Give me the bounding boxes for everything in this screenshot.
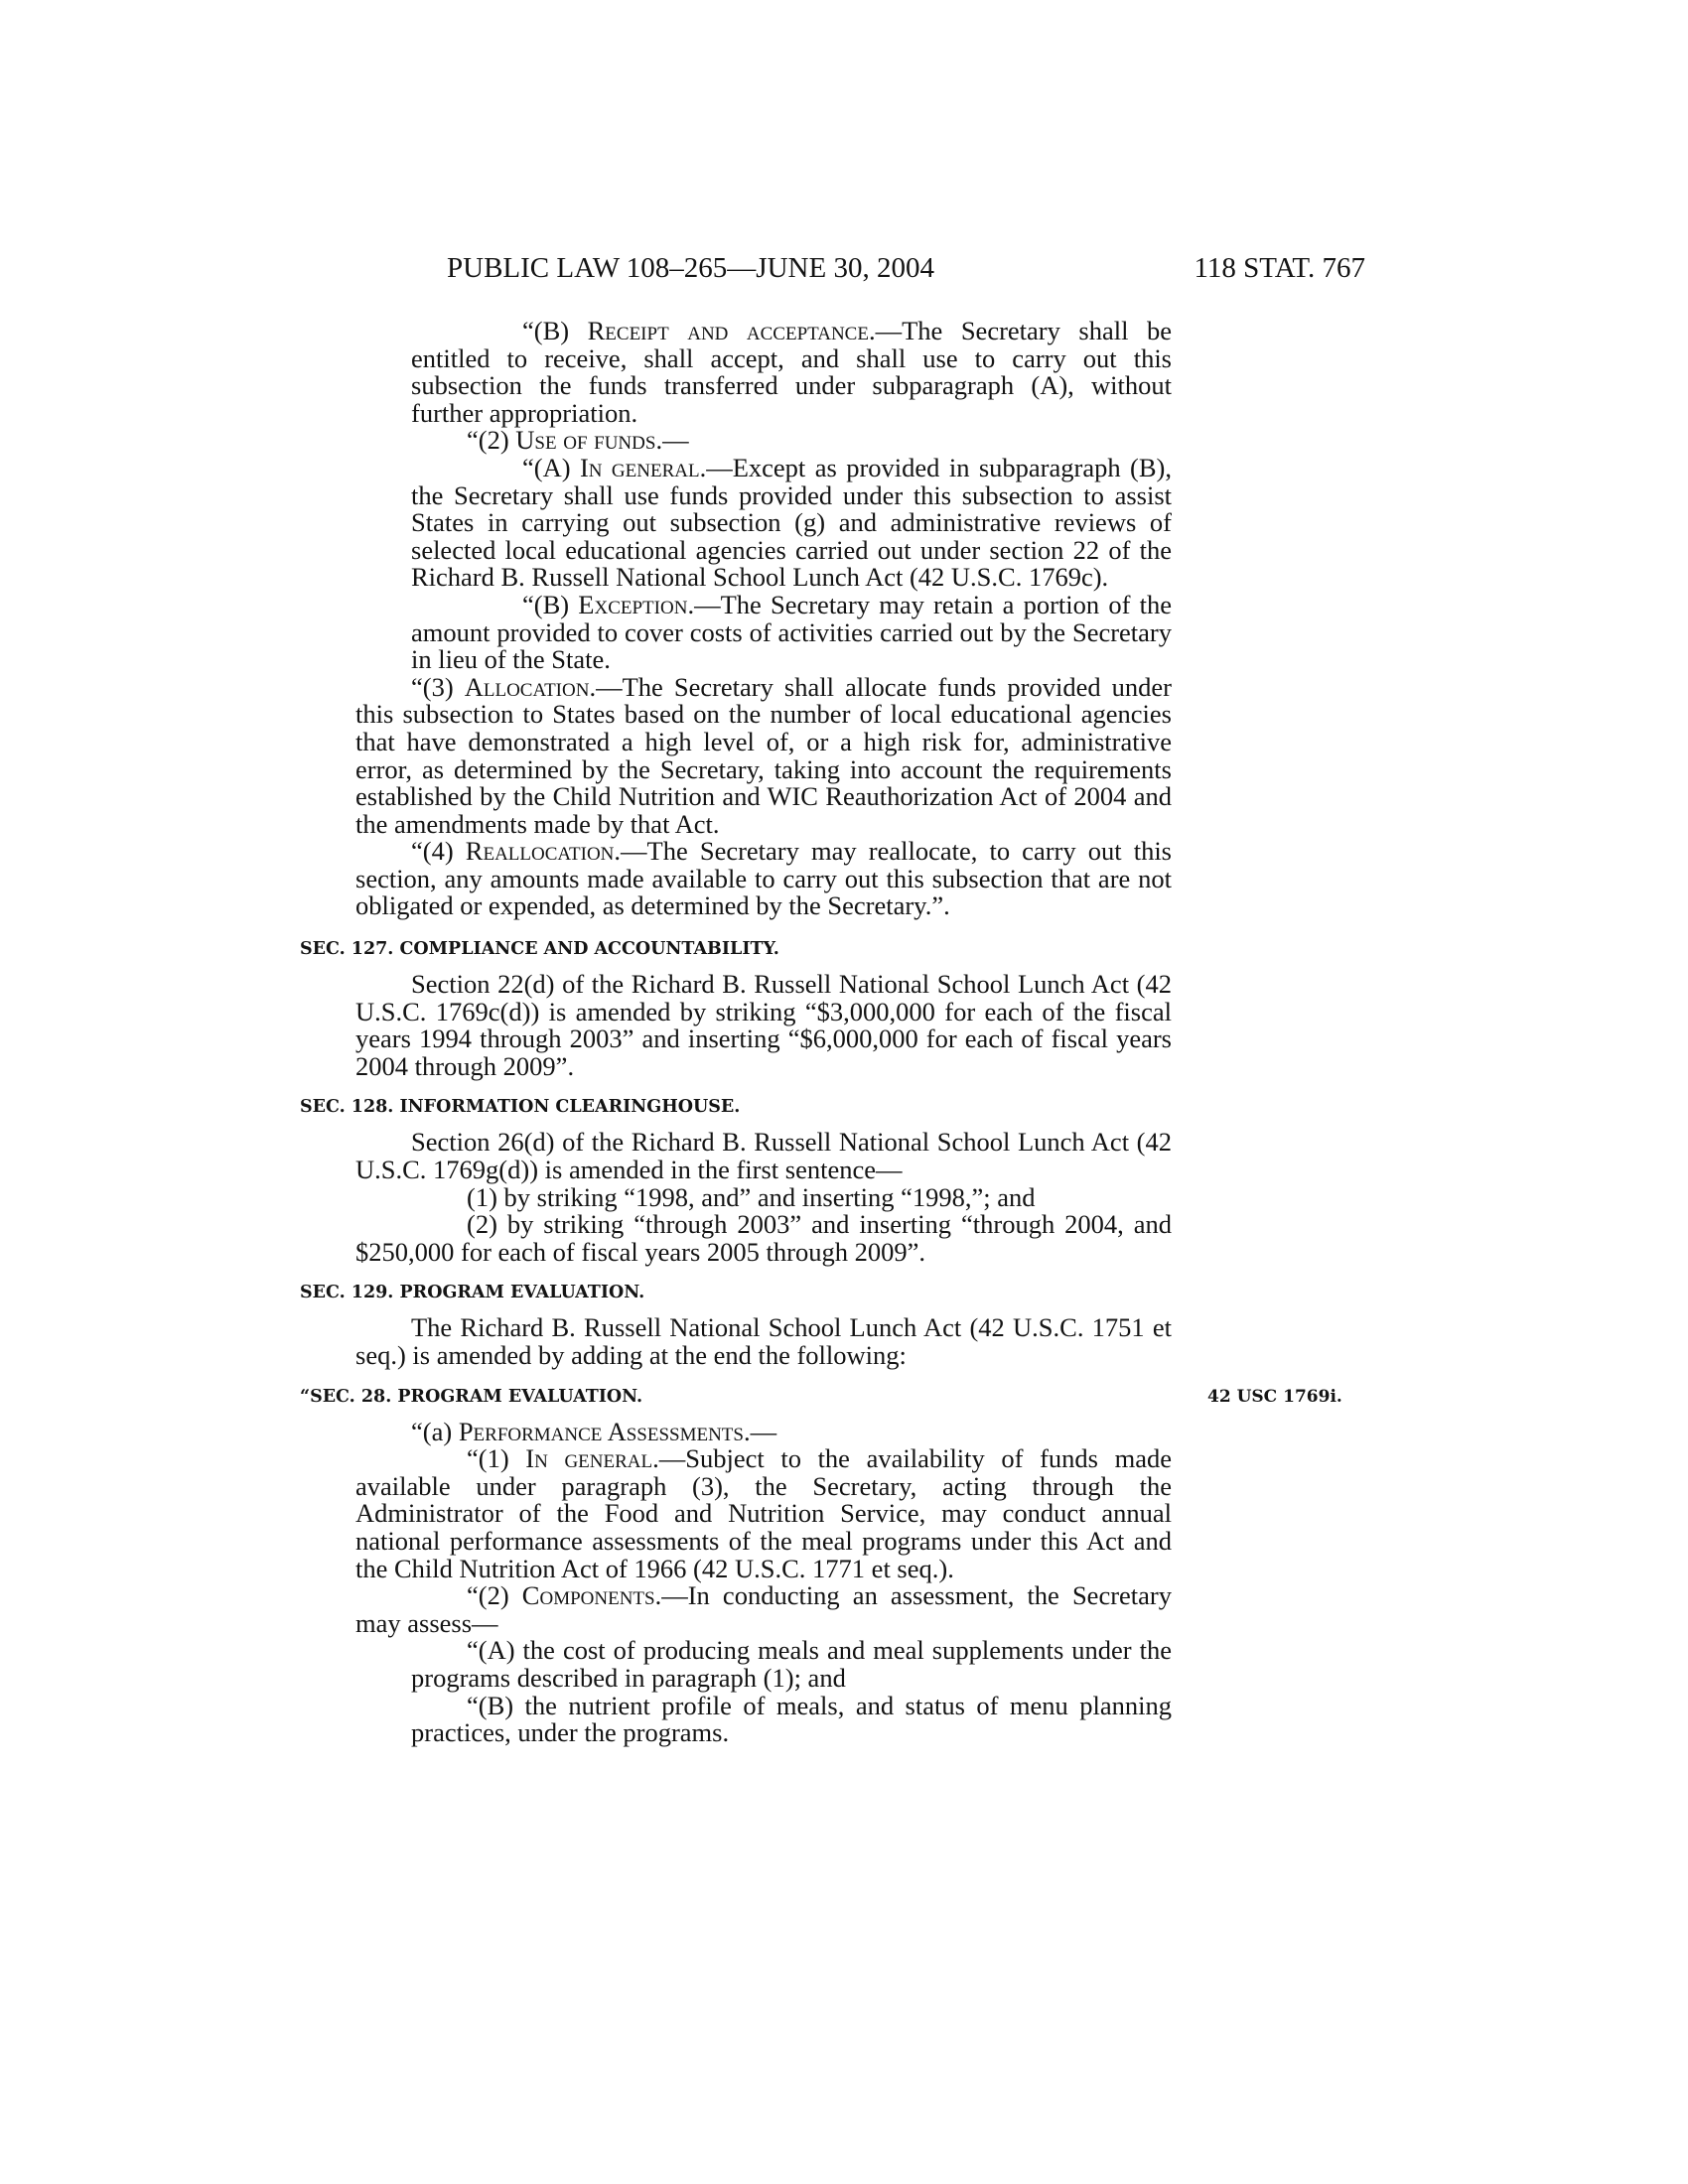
running-header <box>447 248 1365 288</box>
paragraph-text: .—The Secretary shall be entitled to receive, shall accept, and shall use to carry out this subsection the funds transferred under subparagraph (A), without further appropriation. <box>411 316 1172 428</box>
section-128-text: Section 26(d) of the Richard B. Russell National School Lunch Act (42 U.S.C. 1769g(d)) is amended in the first sentence— <box>355 1127 1172 1185</box>
paragraph-heading: Use of funds <box>515 425 656 456</box>
header-statute-page: 118 STAT. 767 <box>1194 252 1365 284</box>
paragraph-2-components <box>355 1582 1172 1637</box>
paragraph-a-performance-assessments <box>355 1416 1172 1446</box>
paragraph-lead: “(a) <box>411 1416 459 1446</box>
paragraph-heading: Exception <box>578 589 688 619</box>
paragraph-text: .—The Secretary may reallocate, to carry out this section, any amounts made available to carry out this subsection that are not obligated or expended, as determined by the Secretary.”. <box>355 836 1172 921</box>
paragraph-lead: “(2) <box>467 1580 522 1611</box>
paragraph-lead: “(B) <box>522 589 579 619</box>
paragraph-3-allocation <box>355 671 1172 839</box>
paragraph-text: .— <box>743 1416 777 1446</box>
paragraph-lead: “(4) <box>411 836 466 867</box>
paragraph-text: .—The Secretary may retain a portion of the amount provided to cover costs of activities carried out by the Secretary in lieu of the State. <box>411 589 1172 675</box>
paragraph-lead: “(3) <box>411 671 465 702</box>
paragraph-text: .— <box>655 425 689 456</box>
section-127-heading: SEC. 127. COMPLIANCE AND ACCOUNTABILITY. <box>300 939 779 960</box>
paragraph-text: .—Subject to the availability of funds made available under paragraph (3), the Secretary, acting through the Administrator of the Food and Nutrition Service, may conduct annual national performance assessments of the meal programs under this Act and the Child Nutrition Act of 1966 (42 U.S.C. 1771 et seq.). <box>355 1443 1172 1583</box>
section-28-heading: “SEC. 28. PROGRAM EVALUATION. <box>300 1386 643 1407</box>
paragraph-heading: In general <box>525 1443 653 1474</box>
paragraph-a-cost: “(A) the cost of producing meals and meal supplements under the programs described in paragraph (1); and <box>411 1635 1172 1693</box>
section-127-text: Section 22(d) of the Richard B. Russell National School Lunch Act (42 U.S.C. 1769c(d)) is amended by striking “$3,000,000 for each of the fiscal years 1994 through 2003” and inserting “$6,000,000 for each of fiscal years 2004 through 2009”. <box>355 969 1172 1081</box>
paragraph-b-nutrient: “(B) the nutrient profile of meals, and status of menu planning practices, under the programs. <box>411 1690 1172 1748</box>
paragraph-lead: “(A) <box>522 452 580 482</box>
paragraph-text: .—Except as provided in subparagraph (B), the Secretary shall use funds provided under this subsection to assist States in carrying out subsection (g) and administrative reviews of selected local educational agencies carried out under section 22 of the Richard B. Russell National School Lunch Act (42 U.S.C. 1769c). <box>411 452 1172 593</box>
paragraph-text: .—In conducting an assessment, the Secretary may assess— <box>355 1580 1172 1638</box>
section-128-item-1: (1) by striking “1998, and” and inserting “1998,”; and <box>467 1181 1036 1212</box>
paragraph-a-in-general <box>355 452 1172 593</box>
paragraph-b-receipt <box>355 318 1172 427</box>
header-title: PUBLIC LAW 108–265—JUNE 30, 2004 <box>447 252 934 284</box>
section-128-item-2: (2) by striking “through 2003” and inserting “through 2004, and $250,000 for each of fiscal years 2005 through 2009”. <box>355 1209 1172 1267</box>
paragraph-heading: In general <box>579 452 700 482</box>
paragraph-2-use-of-funds <box>355 427 1172 455</box>
paragraph-text: .—The Secretary shall allocate funds provided under this subsection to States based on the number of local educational agencies that have demonstrated a high level of, or a high risk for, administrative error, as determined by the Secretary, taking into account the requirements established by the Child Nutrition and WIC Reauthorization Act of 2004 and the amendments made by that Act. <box>355 671 1172 839</box>
paragraph-lead: “(B) <box>522 316 588 345</box>
paragraph-b-exception <box>355 589 1172 675</box>
section-129-heading: SEC. 129. PROGRAM EVALUATION. <box>300 1283 645 1303</box>
paragraph-1-in-general <box>355 1445 1172 1582</box>
paragraph-heading: Receipt and acceptance <box>587 316 869 345</box>
margin-citation: 42 USC 1769i. <box>1207 1386 1342 1407</box>
section-128-heading: SEC. 128. INFORMATION CLEARINGHOUSE. <box>300 1097 741 1118</box>
paragraph-lead: “(2) <box>467 425 516 456</box>
section-129-text: The Richard B. Russell National School Lunch Act (42 U.S.C. 1751 et seq.) is amended by adding at the end the following: <box>355 1312 1172 1370</box>
section-28-heading-row <box>300 1386 1342 1408</box>
document-body <box>300 316 1342 1748</box>
paragraph-heading: Reallocation <box>465 836 615 867</box>
paragraph-heading: Performance Assessments <box>458 1416 744 1446</box>
paragraph-heading: Components <box>521 1580 655 1611</box>
paragraph-4-reallocation <box>355 838 1172 920</box>
paragraph-heading: Allocation <box>464 671 590 702</box>
paragraph-lead: “(1) <box>467 1443 526 1474</box>
